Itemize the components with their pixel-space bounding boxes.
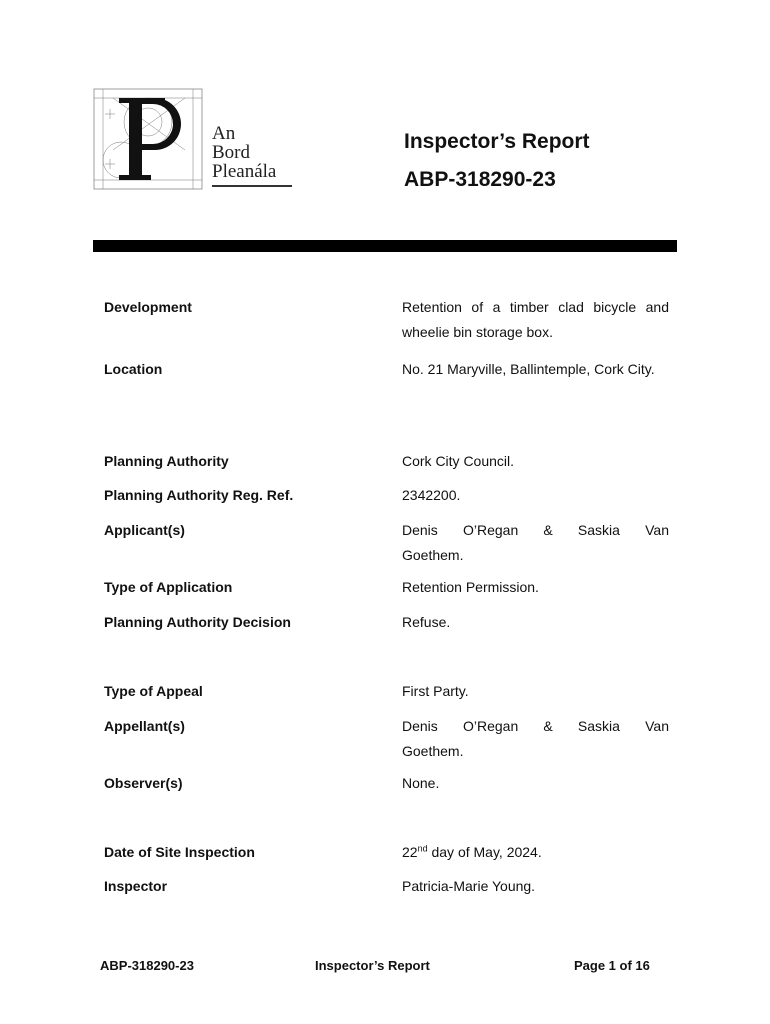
logo-line-2: Bord	[212, 142, 250, 163]
appellants-word: Saskia	[577, 718, 620, 734]
logo-underline	[212, 185, 292, 187]
report-title: Inspector’s Report	[404, 130, 590, 153]
site-inspection-rest: day of May, 2024.	[427, 844, 542, 860]
report-reference: ABP-318290-23	[404, 168, 556, 191]
pa-decision-value: Refuse.	[402, 614, 451, 630]
inspector-label: Inspector	[104, 878, 168, 894]
an-bord-pleanala-logo	[93, 88, 303, 192]
applicants-word: &	[543, 522, 553, 538]
applicants-label: Applicant(s)	[104, 522, 185, 538]
type-of-application-value: Retention Permission.	[402, 579, 539, 595]
footer-page-number: Page 1 of 16	[574, 958, 650, 973]
type-of-appeal-value: First Party.	[402, 683, 469, 699]
planning-authority-value: Cork City Council.	[402, 453, 515, 469]
applicants-word: Denis	[402, 522, 438, 538]
development-label: Development	[104, 299, 192, 315]
type-of-appeal-label: Type of Appeal	[104, 683, 203, 699]
reg-ref-label: Planning Authority Reg. Ref.	[104, 487, 294, 503]
pa-decision-label: Planning Authority Decision	[104, 614, 291, 630]
applicants-value	[402, 518, 669, 568]
site-inspection-label: Date of Site Inspection	[104, 844, 255, 860]
reg-ref-value: 2342200.	[402, 487, 461, 503]
applicants-word: O’Regan	[462, 522, 519, 538]
appellants-value	[402, 714, 669, 764]
site-inspection-value	[402, 840, 669, 865]
observers-label: Observer(s)	[104, 775, 183, 791]
location-value: No. 21 Maryville, Ballintemple, Cork City.	[402, 361, 655, 377]
appellants-word: O’Regan	[462, 718, 519, 734]
planning-authority-label: Planning Authority	[104, 453, 229, 469]
appellants-line-2: Goethem.	[402, 743, 464, 759]
footer-document-title: Inspector’s Report	[315, 958, 430, 973]
inspector-value: Patricia-Marie Young.	[402, 878, 536, 894]
location-label: Location	[104, 361, 163, 377]
applicants-word: Van	[645, 522, 669, 538]
site-inspection-suffix: nd	[417, 843, 428, 854]
logo-wordmark	[212, 124, 276, 181]
observers-value: None.	[402, 775, 440, 791]
development-value: Retention of a timber clad bicycle and wheelie bin storage box.	[402, 299, 669, 340]
appellants-word: Denis	[402, 718, 438, 734]
applicants-word: Saskia	[577, 522, 620, 538]
logo-line-3: Pleanála	[212, 161, 277, 182]
type-of-application-label: Type of Application	[104, 579, 233, 595]
appellants-label: Appellant(s)	[104, 718, 185, 734]
site-inspection-day: 22	[402, 844, 418, 860]
applicants-line-2: Goethem.	[402, 547, 464, 563]
applicants-line-1	[402, 518, 669, 543]
appellants-word: &	[543, 718, 553, 734]
appellants-word: Van	[645, 718, 669, 734]
footer-reference: ABP-318290-23	[100, 958, 194, 973]
logo-p-mark-icon	[93, 88, 203, 190]
header-divider	[93, 240, 677, 252]
logo-line-1: An	[212, 123, 236, 144]
appellants-line-1	[402, 714, 669, 739]
